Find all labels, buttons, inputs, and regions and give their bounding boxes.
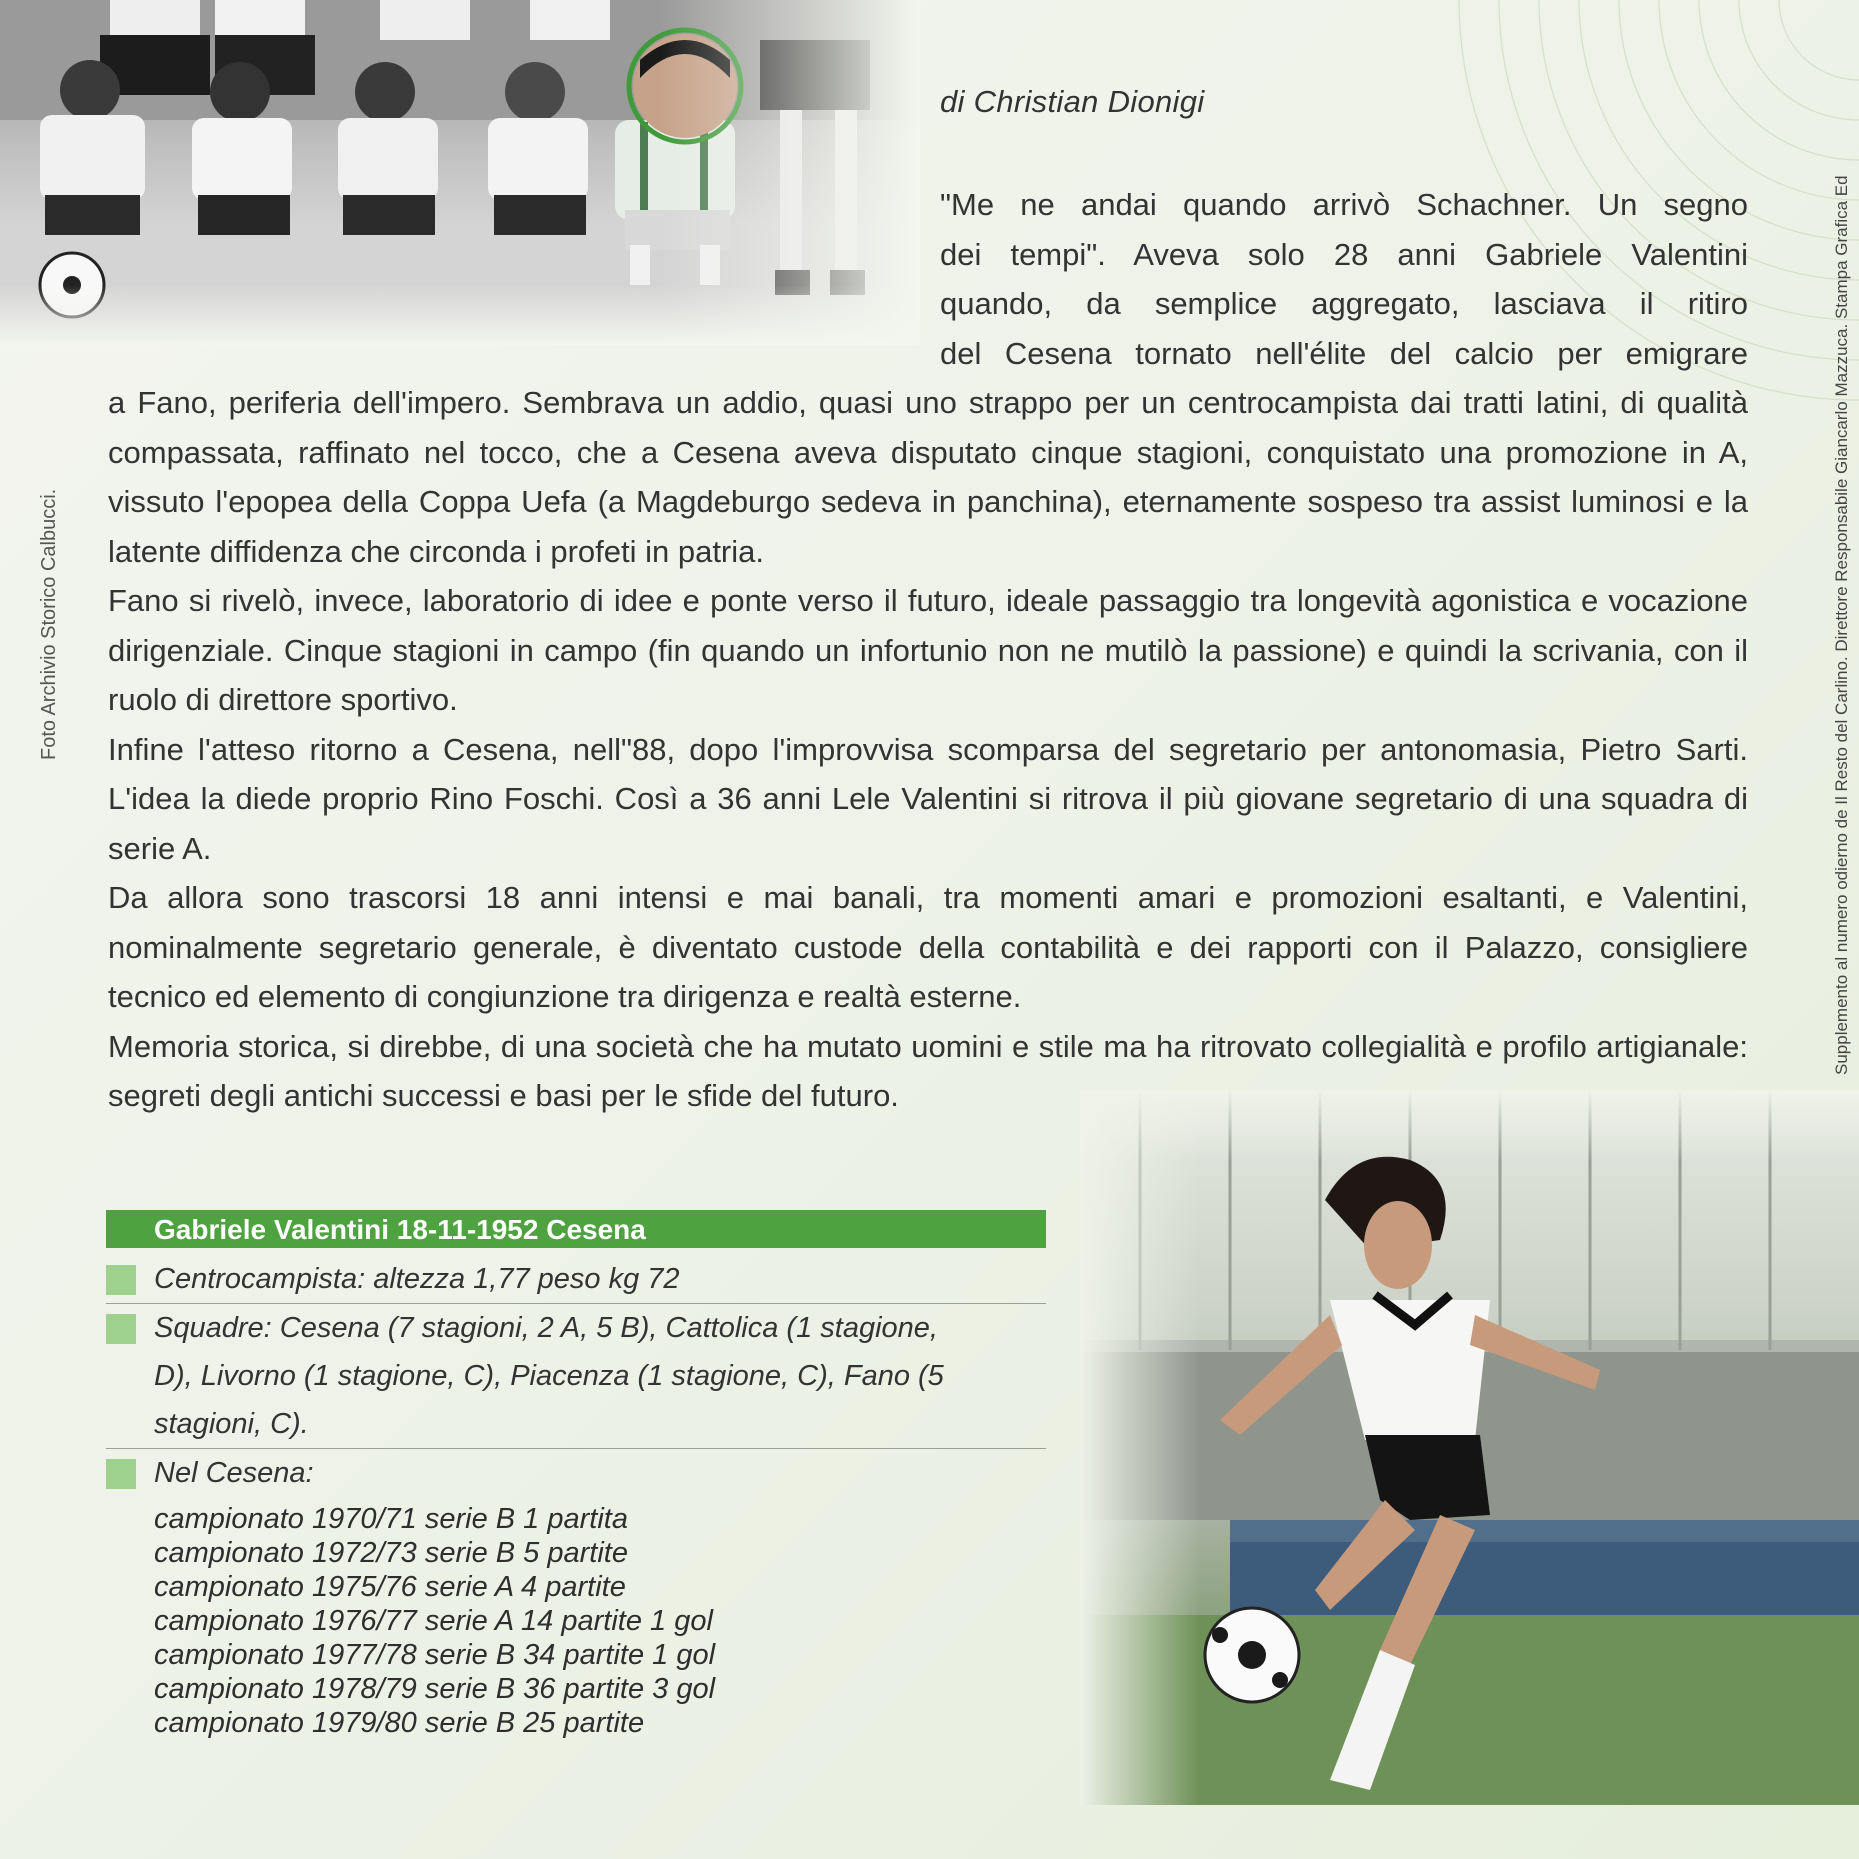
season-stat: campionato 1970/71 serie B 1 partita — [154, 1503, 628, 1535]
article-paragraph: Da allora sono trascorsi 18 anni intensi e mai banali, tra momenti amari e promozioni esaltanti, e Valentini, nominalmente segretario generale, è diventato custode della contabilità e dei rapporti con il Palazzo, consigliere tecnico ed elemento di congiunzione tra dirigenza e realtà esterne. — [108, 880, 1748, 1014]
intro-line: "Me ne andai quando arrivò Schachner. Un segno — [940, 187, 1748, 222]
season-stats-list — [154, 1502, 715, 1740]
profile-role-row — [106, 1255, 1046, 1303]
intro-line: dei tempi". Aveva solo 28 anni Gabriele Valentini — [940, 236, 1748, 272]
supplement-credit: Supplemento al numero odierno de Il Resto del Carlino. Direttore Responsabile Giancarlo Mazzuca. Stampa Grafica Ed — [1832, 175, 1851, 1075]
season-stat: campionato 1972/73 serie B 5 partite — [154, 1537, 628, 1569]
season-stat: campionato 1979/80 serie B 25 partite — [154, 1707, 645, 1739]
season-stat: campionato 1978/79 serie B 36 partite 3 gol — [154, 1673, 716, 1705]
profile-teams-row — [106, 1304, 1046, 1448]
bullet-square-icon — [106, 1265, 136, 1295]
profile-teams-line: stagioni, C). — [154, 1408, 309, 1440]
photo-credit: Foto Archivio Storico Calbucci. — [38, 488, 60, 760]
profile-cesena-row — [106, 1449, 1046, 1497]
article-paragraph: Fano si rivelò, invece, laboratorio di idee e ponte verso il futuro, ideale passaggio tra longevità agonistica e vocazione dirigenziale. Cinque stagioni in campo (fin quando un infortunio non ne mutilò la passione) e quindi la scrivania, con il ruolo di direttore sportivo. — [108, 583, 1748, 717]
profile-header: Gabriele Valentini 18-11-1952 Cesena — [106, 1210, 1046, 1248]
season-stat: campionato 1975/76 serie A 4 partite — [154, 1571, 626, 1603]
season-stat: campionato 1976/77 serie A 14 partite 1 gol — [154, 1605, 713, 1637]
profile-teams-line: D), Livorno (1 stagione, C), Piacenza (1 stagione, C), Fano (5 — [154, 1360, 944, 1392]
bullet-square-icon — [106, 1459, 136, 1489]
player-photo — [1080, 1090, 1859, 1805]
article-body — [108, 180, 1748, 1121]
article-paragraph: a Fano, periferia dell'impero. Sembrava un addio, quasi uno strappo per un centrocampista dai tratti latini, di qualità compassata, raffinato nel tocco, che a Cesena aveva disputato cinque stagioni, conquistato una promozione in A, vissuto l'epopea della Coppa Uefa (a Magdeburgo sedeva in panchina), eternamente sospeso tra assist luminosi e la latente diffidenza che circonda i profeti in patria. — [108, 385, 1748, 569]
season-stat: campionato 1977/78 serie B 34 partite 1 gol — [154, 1639, 716, 1671]
article-author: di Christian Dionigi — [940, 84, 1205, 119]
profile-role: Centrocampista: altezza 1,77 peso kg 72 — [154, 1263, 680, 1295]
intro-line: quando, da semplice aggregato, lasciava il ritiro — [940, 286, 1748, 321]
intro-line: del Cesena tornato nell'élite del calcio per emigrare — [940, 335, 1748, 371]
article-paragraph: Memoria storica, si direbbe, di una società che ha mutato uomini e stile ma ha ritrovato collegialità e profilo artigianale: segreti degli antichi successi e basi per le sfide del futuro. — [108, 1028, 1748, 1113]
bullet-square-icon — [106, 1314, 136, 1344]
profile-teams-line: Squadre: Cesena (7 stagioni, 2 A, 5 B), Cattolica (1 stagione, — [154, 1312, 938, 1344]
article-paragraph: Infine l'atteso ritorno a Cesena, nell"88, dopo l'improvvisa scomparsa del segretario per antonomasia, Pietro Sarti. L'idea la diede proprio Rino Foschi. Così a 36 anni Lele Valentini si ritrova il più giovane segretario di una squadra di serie A. — [108, 731, 1748, 866]
article-intro — [940, 180, 1748, 378]
profile-cesena-label: Nel Cesena: — [154, 1457, 314, 1489]
